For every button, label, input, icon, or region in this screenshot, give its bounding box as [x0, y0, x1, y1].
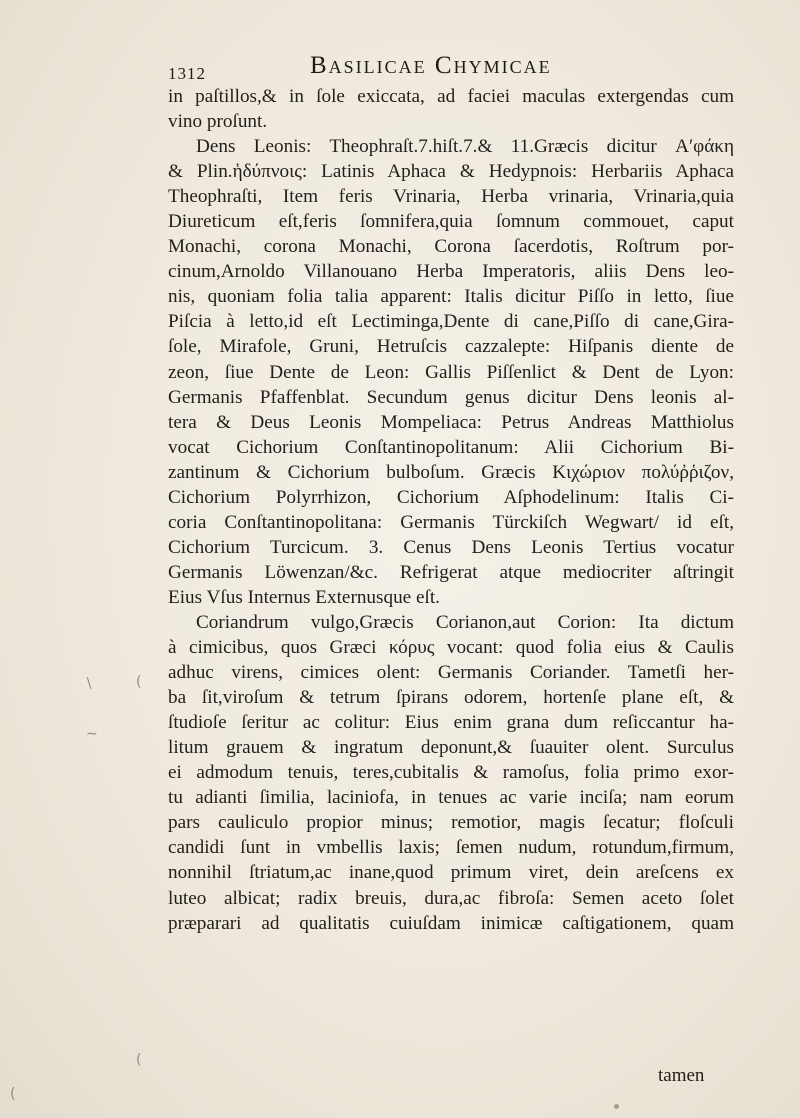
margin-pencil-mark: (	[136, 674, 142, 690]
text-line: ſole, Mirafole, Gruni, Hetruſcis cazzalepte: Hiſpanis diente de	[168, 336, 734, 358]
paragraph-start-line: Coriandrum vulgo,Græcis Corianon,aut Corion: Ita dictum	[196, 611, 734, 633]
paragraph-start-line: Dens Leonis: Theophraſt.7.hiſt.7.& 11.Græcis dicitur Αʹφάκη	[196, 136, 734, 158]
text-line: Eius Vſus Internus Externusque eſt.	[168, 586, 440, 608]
text-line: Monachi, corona Monachi, Corona ſacerdotis, Roſtrum por-	[168, 236, 734, 258]
text-line: pars cauliculo propior minus; remotior, magis ſecatur; floſculi	[168, 812, 734, 834]
text-line: tera & Deus Leonis Mompeliaca: Petrus Andreas Matthiolus	[168, 411, 734, 433]
page-header	[168, 52, 728, 86]
text-line: tu adianti ſimilia, laciniofa, in tenues ac varie inciſa; nam eorum	[168, 787, 734, 809]
page-number: 1312	[168, 64, 206, 83]
text-line: præparari ad qualitatis cuiuſdam inimicæ caſtigationem, quam	[168, 912, 734, 934]
text-line: coria Conſtantinopolitana: Germanis Türckiſch Wegwart/ id eſt,	[168, 511, 734, 533]
margin-pencil-mark: ∖	[84, 676, 93, 692]
margin-pencil-mark: (	[10, 1086, 16, 1102]
text-line: Cichorium Turcicum. 3. Cenus Dens Leonis Tertius vocatur	[168, 536, 734, 558]
text-line: nonnihil ſtriatum,ac inane,quod primum viret, dein areſcens ex	[168, 862, 734, 884]
running-title: Basilicae Chymicae	[310, 52, 552, 79]
text-line: zeon, ſiue Dente de Leon: Gallis Piſſenlict & Dent de Lyon:	[168, 361, 734, 383]
text-line: Germanis Löwenzan/&c. Refrigerat atque mediocriter aſtringit	[168, 561, 734, 583]
margin-pencil-mark: (	[136, 1052, 142, 1068]
catchword: tamen	[658, 1065, 705, 1086]
text-line: à cimicibus, quos Græci κόρυς vocant: quod folia eius & Caulis	[168, 637, 734, 659]
text-line: nis, quoniam folia talia apparent: Italis dicitur Piſſo in letto, ſiue	[168, 286, 734, 308]
text-line: & Plin.ἡδύπνοις: Latinis Aphaca & Hedypnois: Herbariis Aphaca	[168, 161, 734, 183]
text-line: vino proſunt.	[168, 111, 268, 133]
text-line: ba ſit,viroſum & tetrum ſpirans odorem, hortenſe plane eſt, &	[168, 687, 734, 709]
text-line: cinum,Arnoldo Villanouano Herba Imperatoris, aliis Dens leo-	[168, 261, 734, 283]
text-line: Cichorium Polyrrhizon, Cichorium Aſphodelinum: Italis Ci-	[168, 486, 734, 508]
text-line: ſtudioſe ſeritur ac colitur: Eius enim grana dum reſiccantur ha-	[168, 712, 734, 734]
text-line: zantinum & Cichorium bulboſum. Græcis Κιχώριον πολύῤῥιζον,	[168, 461, 734, 483]
text-line: Germanis Pfaffenblat. Secundum genus dicitur Dens leonis al-	[168, 386, 734, 408]
text-line: in paſtillos,& in ſole exiccata, ad faciei maculas extergendas cum	[168, 86, 734, 107]
body-text	[168, 84, 734, 936]
text-line: Piſcia à letto,id eſt Lectiminga,Dente di cane,Piſſo di cane,Gira-	[168, 311, 734, 333]
text-line: Theophraſti, Item feris Vrinaria, Herba vrinaria, Vrinaria,quia	[168, 186, 734, 208]
paper-spot	[614, 1104, 619, 1109]
text-line: Diureticum eſt,feris ſomnifera,quia ſomnum commouet, caput	[168, 211, 734, 233]
text-line: adhuc virens, cimices olent: Germanis Coriander. Tametſi her-	[168, 662, 734, 684]
margin-pencil-mark: ∼	[86, 726, 98, 742]
text-line: luteo albicat; radix breuis, dura,ac fibroſa: Semen aceto ſolet	[168, 887, 734, 909]
text-line: vocat Cichorium Conſtantinopolitanum: Alii Cichorium Bi-	[168, 436, 734, 458]
text-line: candidi ſunt in vmbellis laxis; ſemen nudum, rotundum,firmum,	[168, 837, 734, 859]
text-line: litum grauem & ingratum deponunt,& ſuauiter olent. Surculus	[168, 737, 734, 759]
text-line: ei admodum tenuis, teres,cubitalis & ramoſus, folia primo exor-	[168, 762, 734, 784]
